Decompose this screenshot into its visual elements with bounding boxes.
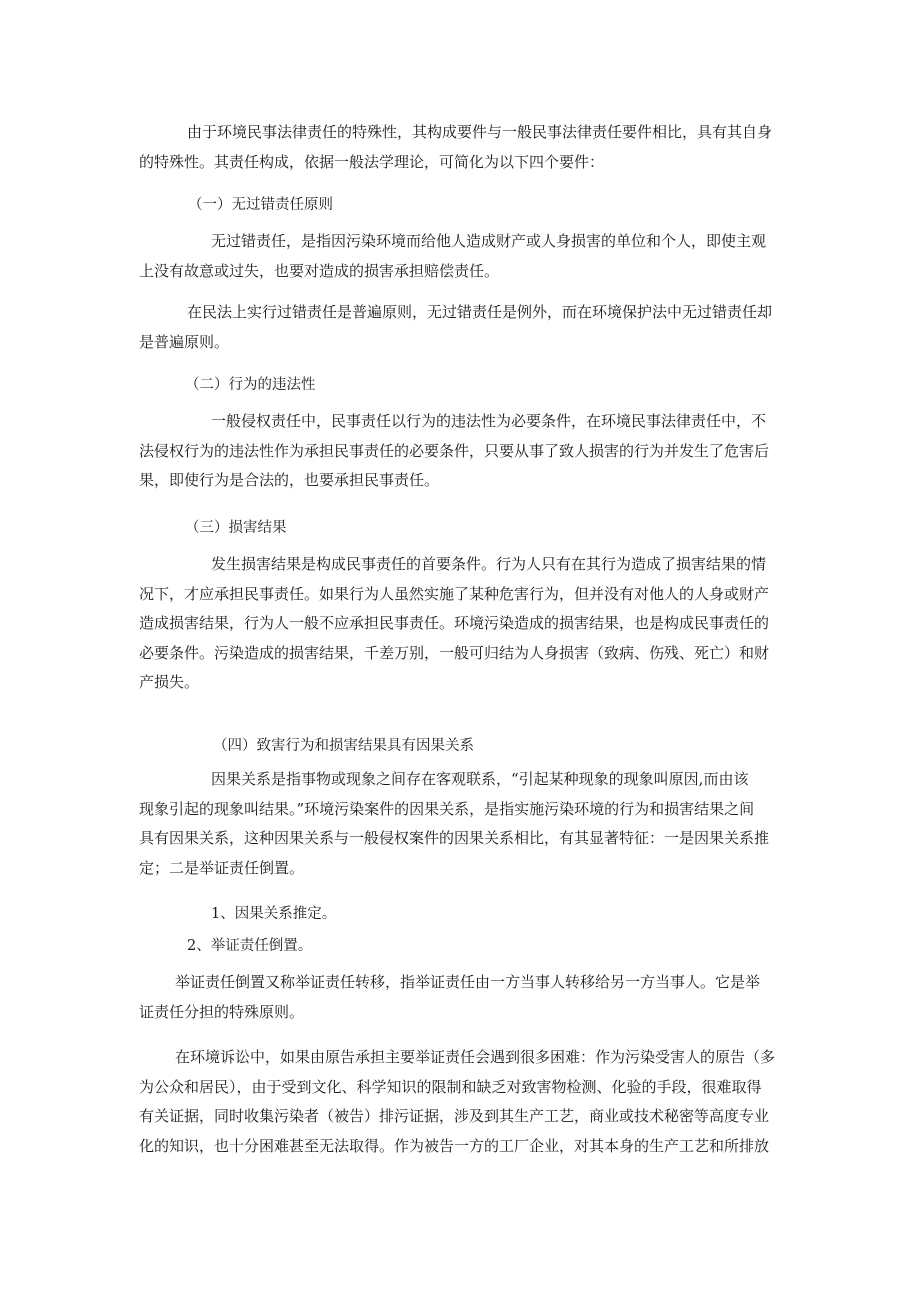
text-line: 造成损害结果，行为人一般不应承担民事责任。环境污染造成的损害结果，也是构成民事责任的 xyxy=(139,614,770,632)
text-line: 在民法上实行过错责任是普遍原则，无过错责任是例外，而在环境保护法中无过错责任却 xyxy=(187,303,773,321)
section2-paragraph-1 xyxy=(139,407,769,496)
text-line: 有关证据，同时收集污染者（被告）排污证据，涉及到其生产工艺，商业或技术秘密等高度专业 xyxy=(139,1107,770,1125)
text-line: 证责任分担的特殊原则。 xyxy=(139,1002,305,1021)
text-line: 的特殊性。其责任构成，依据一般法学理论，可简化为以下四个要件： xyxy=(139,152,605,171)
section-heading-2: （二）行为的违法性 xyxy=(185,377,316,393)
text-line: 况下，才应承担民事责任。如果行为人虽然实施了某种危害行为，但并没有对他人的人身或财产 xyxy=(139,584,770,603)
text-line: 定；二是举证责任倒置。 xyxy=(139,858,305,877)
section-heading-4: （四）致害行为和损害结果具有因果关系 xyxy=(213,738,474,754)
list-item-1: 1、因果关系推定。 xyxy=(211,906,337,922)
list-item-2: 2、举证责任倒置。 xyxy=(187,938,313,954)
text-line: 果，即使行为是合法的，也要承担民事责任。 xyxy=(139,471,440,489)
text-line: 由于环境民事法律责任的特殊性，其构成要件与一般民事法律责任要件相比，具有其自身 xyxy=(187,123,773,141)
text-line: 产损失。 xyxy=(139,673,200,691)
text-line: 发生损害结果是构成民事责任的首要条件。行为人只有在其行为造成了损害结果的情 xyxy=(211,555,767,573)
text-line: 在环境诉讼中，如果由原告承担主要举证责任会遇到很多困难：作为污染受害人的原告（多 xyxy=(175,1048,776,1066)
text-line: 必要条件。污染造成的损害结果，千差万别，一般可归结为人身损害（致病、伤残、死亡）和财 xyxy=(139,643,770,662)
text-line: 无过错责任，是指因污染环境而给他人造成财产或人身损害的单位和个人，即使主观 xyxy=(211,232,767,250)
section4-paragraph-1 xyxy=(139,765,769,883)
text-line: 现象引起的现象叫结果。”环境污染案件的因果关系，是指实施污染环境的行为和损害结果之间 xyxy=(139,799,755,818)
text-line: 上没有故意或过失，也要对造成的损害承担赔偿责任。 xyxy=(139,261,500,280)
intro-paragraph xyxy=(139,118,772,177)
section1-paragraph-2 xyxy=(139,298,772,357)
section-heading-3: （三）损害结果 xyxy=(185,520,287,536)
section3-paragraph-1 xyxy=(139,550,769,698)
section4-paragraph-3 xyxy=(139,1043,775,1161)
text-line: 法侵权行为的违法性作为承担民事责任的必要条件，只要从事了致人损害的行为并发生了危害后 xyxy=(139,441,770,460)
text-line: 因果关系是指事物或现象之间存在客观联系，“引起某种现象的现象叫原因,而由该 xyxy=(211,770,749,788)
text-line: 一般侵权责任中，民事责任以行为的违法性为必要条件，在环境民事法律责任中，不 xyxy=(211,412,767,430)
section1-paragraph-1 xyxy=(139,227,766,286)
text-line: 具有因果关系，这种因果关系与一般侵权案件的因果关系相比，有其显著特征：一是因果关系推 xyxy=(139,829,770,847)
text-line: 举证责任倒置又称举证责任转移，指举证责任由一方当事人转移给另一方当事人。它是举 xyxy=(175,973,761,991)
section-heading-1: （一）无过错责任原则 xyxy=(188,197,333,213)
section4-paragraph-2 xyxy=(139,968,760,1027)
text-line: 是普遍原则。 xyxy=(139,332,230,351)
text-line: 化的知识，也十分困难甚至无法取得。作为被告一方的工厂企业，对其本身的生产工艺和所排放 xyxy=(139,1136,770,1155)
text-line: 为公众和居民），由于受到文化、科学知识的限制和缺乏对致害物检测、化验的手段，很难取得 xyxy=(139,1077,762,1096)
